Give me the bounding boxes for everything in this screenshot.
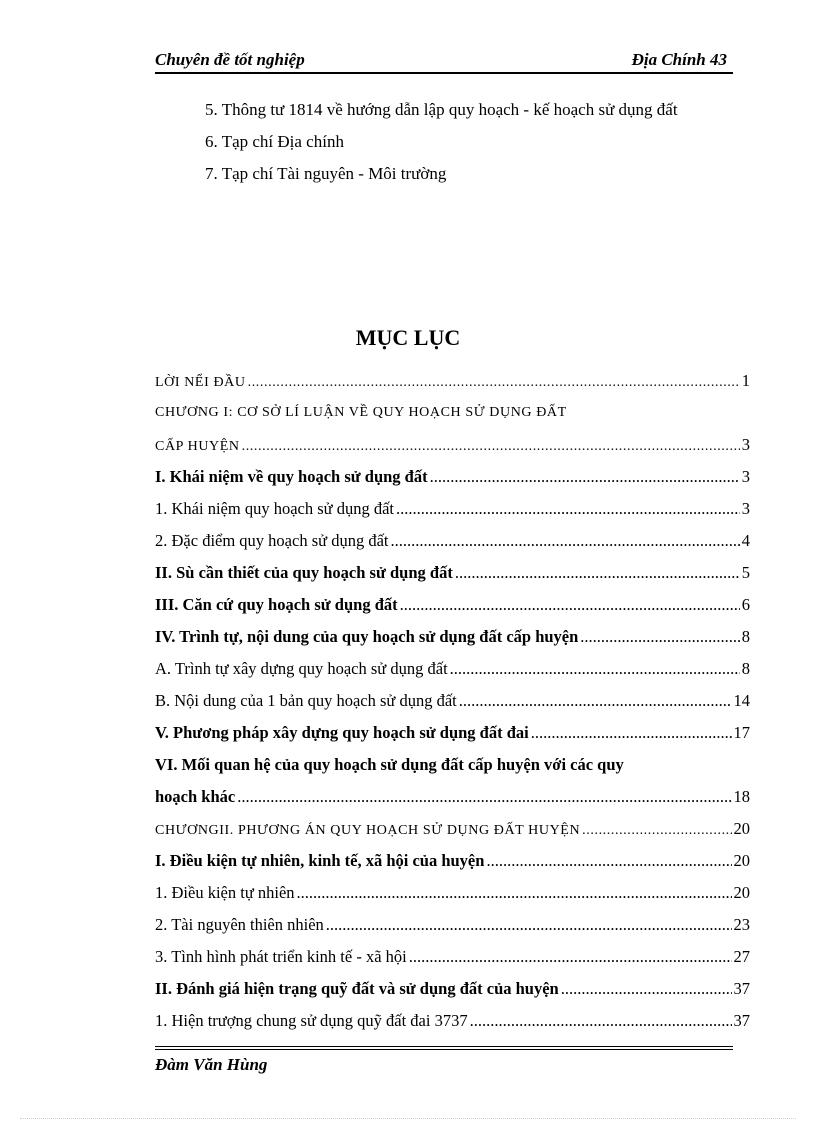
footer-author: Đàm Văn Hùng [155, 1055, 268, 1074]
toc-page-number: 17 [733, 723, 750, 742]
toc-entry-title: 3. Tình hình phát triển kinh tế - xã hội [155, 947, 407, 966]
toc-entry [155, 397, 750, 429]
toc-leader-dots [248, 367, 740, 399]
toc-leader-dots [580, 621, 739, 653]
toc-entry-title: 2. Đặc điểm quy hoạch sử dụng đất [155, 531, 389, 550]
toc-title: MỤC LỤC [355, 325, 461, 350]
page-header [155, 50, 733, 72]
footer-rule [155, 1046, 733, 1047]
toc-entry [155, 589, 750, 621]
toc-leader-dots [297, 877, 732, 909]
toc-page-number: 18 [733, 787, 750, 806]
toc-entry [155, 909, 750, 941]
toc-entry [155, 525, 750, 557]
toc-entry-title: V. Phương pháp xây dựng quy hoạch sử dụng đất đai [155, 723, 529, 742]
toc-entry-title: 2. Tài nguyên thiên nhiên [155, 915, 324, 934]
toc-entry [155, 653, 750, 685]
reference-item: 5. Thông tư 1814 về hướng dẫn lập quy hoạch - kế hoạch sử dụng đất [205, 100, 678, 119]
toc-entry [155, 461, 750, 493]
toc-page-number: 3 [741, 499, 750, 518]
toc-page-number: 8 [741, 659, 750, 678]
toc-page-number: 3 [741, 435, 750, 454]
header-department: Địa Chính 43 [631, 50, 727, 69]
reference-item: 7. Tạp chí Tài nguyên - Môi trường [205, 164, 447, 183]
toc-page-number: 20 [733, 819, 750, 838]
toc-leader-dots [459, 685, 732, 717]
toc-entry [155, 973, 750, 1005]
toc-leader-dots [582, 815, 731, 847]
toc-entry-title: IV. Trình tự, nội dung của quy hoạch sử dụng đất cấp huyện [155, 627, 579, 646]
footer-rule [155, 1049, 733, 1050]
header-document-type: Chuyên đề tốt nghiệp [155, 50, 305, 69]
toc-entry [155, 557, 750, 589]
toc-entry [155, 813, 750, 845]
toc-leader-dots [430, 461, 740, 493]
toc-page-number: 20 [733, 851, 750, 870]
toc-entry-title: LỜI NỂI ĐẦU [155, 375, 246, 390]
toc-page-number: 37 [733, 979, 750, 998]
toc-page-number: 1 [741, 371, 750, 390]
toc-entry [155, 845, 750, 877]
toc-leader-dots [242, 431, 740, 463]
toc-leader-dots [237, 781, 731, 813]
header-rule [155, 72, 733, 74]
toc-leader-dots [486, 845, 731, 877]
toc-leader-dots [455, 557, 740, 589]
toc-entry [155, 429, 750, 461]
toc-leader-dots [450, 653, 740, 685]
toc-entry-title: III. Căn cứ quy hoạch sử dụng đất [155, 595, 398, 614]
toc-entry [155, 749, 750, 781]
toc-leader-dots [400, 589, 740, 621]
toc-entry [155, 877, 750, 909]
toc-leader-dots [409, 941, 732, 973]
toc-entry-title: II. Đánh giá hiện trạng quỹ đất và sử dụng đất của huyện [155, 979, 559, 998]
toc-leader-dots [470, 1005, 732, 1037]
toc-page-number: 23 [733, 915, 750, 934]
toc-entry-title: VI. Mối quan hệ của quy hoạch sử dụng đất cấp huyện với các quy [155, 755, 624, 774]
toc-entry [155, 1005, 750, 1037]
toc-page-number: 27 [733, 947, 750, 966]
toc-leader-dots [396, 493, 740, 525]
table-of-contents [155, 365, 750, 1037]
toc-page-number: 14 [733, 691, 750, 710]
page-edge [20, 1118, 796, 1119]
toc-page-number: 5 [741, 563, 750, 582]
toc-page-number: 6 [741, 595, 750, 614]
toc-entry-title: hoạch khác [155, 787, 236, 806]
toc-entry-title: 1. Điều kiện tự nhiên [155, 883, 295, 902]
toc-entry-title: II. Sù cần thiết của quy hoạch sử dụng đất [155, 563, 453, 582]
toc-entry-title: I. Điều kiện tự nhiên, kinh tế, xã hội của huyện [155, 851, 485, 870]
toc-entry-title: CẤP HUYỆN [155, 439, 240, 454]
toc-entry [155, 621, 750, 653]
toc-page-number: 20 [733, 883, 750, 902]
reference-item: 6. Tạp chí Địa chính [205, 132, 344, 151]
toc-entry-title: 1. Khái niệm quy hoạch sử dụng đất [155, 499, 394, 518]
toc-entry-title: 1. Hiện trượng chung sử dụng quỹ đất đai 3737 [155, 1011, 468, 1030]
toc-page-number: 37 [733, 1011, 750, 1030]
toc-entry [155, 941, 750, 973]
toc-entry [155, 717, 750, 749]
toc-entry [155, 493, 750, 525]
toc-page-number: 3 [741, 467, 750, 486]
toc-entry [155, 781, 750, 813]
toc-leader-dots [390, 525, 739, 557]
toc-entry [155, 365, 750, 397]
toc-leader-dots [561, 973, 732, 1005]
reference-list [205, 94, 730, 190]
toc-leader-dots [326, 909, 732, 941]
toc-entry [155, 685, 750, 717]
toc-entry-title: I. Khái niệm về quy hoạch sử dụng đất [155, 467, 428, 486]
toc-entry-title: A. Trình tự xây dựng quy hoạch sử dụng đất [155, 659, 448, 678]
toc-page-number: 8 [741, 627, 750, 646]
toc-page-number: 4 [741, 531, 750, 550]
toc-entry-title: B. Nội dung của 1 bản quy hoạch sử dụng đất [155, 691, 457, 710]
page-footer [155, 1046, 733, 1075]
toc-entry-title: CHƯƠNG I: CƠ SỞ LÍ LUẬN VỀ QUY HOẠCH SỬ DỤNG ĐẤT [155, 405, 567, 420]
toc-entry-title: CHƯƠNGII. PHƯƠNG ÁN QUY HOẠCH SỬ DỤNG ĐẤT HUYỆN [155, 823, 581, 838]
toc-leader-dots [531, 717, 732, 749]
